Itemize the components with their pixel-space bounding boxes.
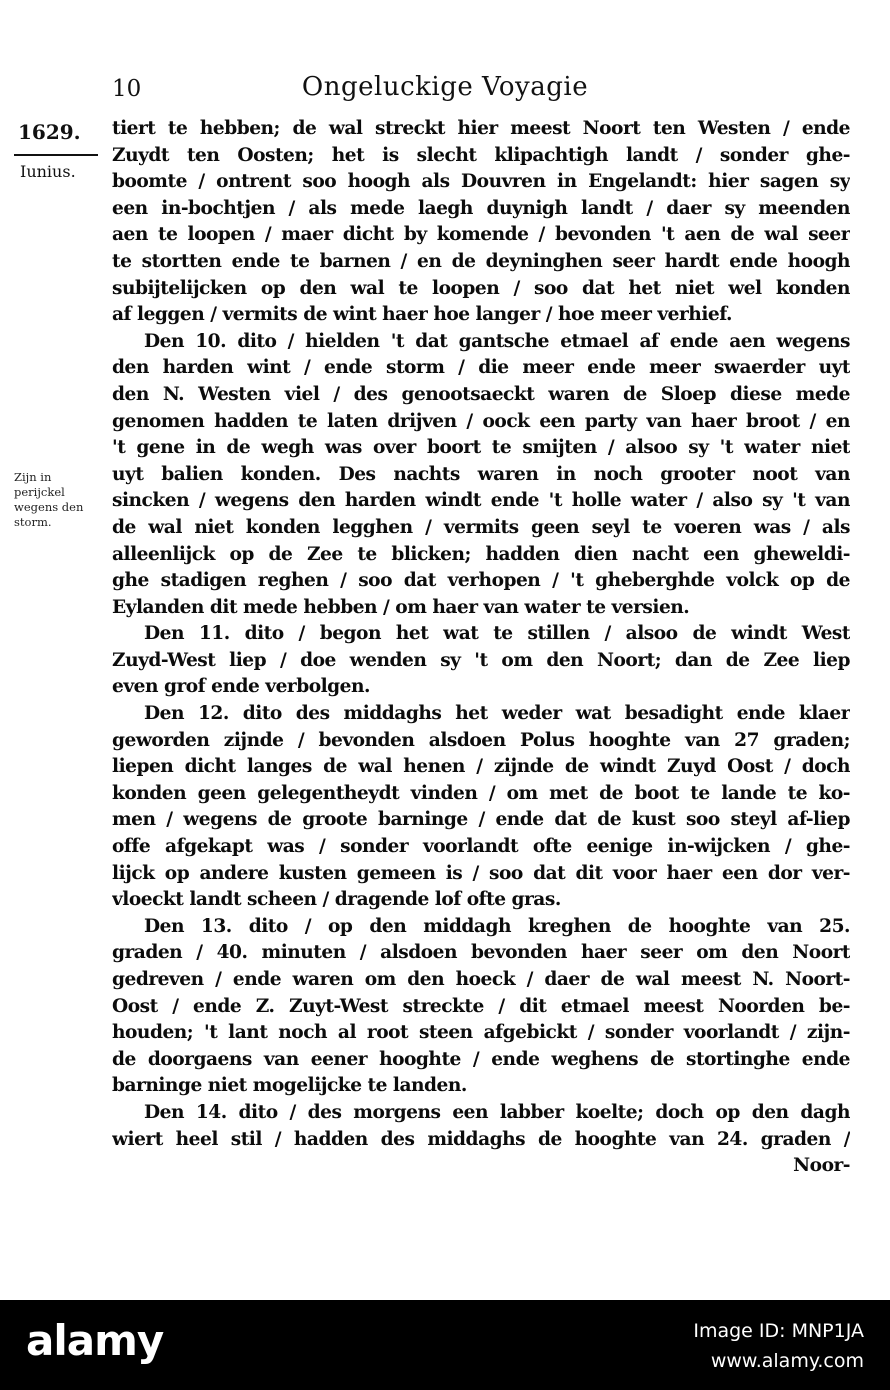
text-line: den N. Westen viel / des genootsaeckt waren de Sloep diese mede: [112, 383, 850, 405]
text-line: men / wegens de groote barninge / ende dat de kust soo steyl af-liep: [112, 809, 850, 831]
text-line: alleenlijck op de Zee te blicken; hadden dien nacht een gheweldi-: [112, 543, 850, 565]
text-line: een in-bochtjen / als mede laegh duynigh landt / daer sy meenden: [112, 197, 850, 219]
text-line: Den 13. dito / op den middagh kreghen de hooghte van 25.: [144, 915, 850, 937]
text-line: Eylanden dit mede hebben / om haer van water te versien.: [112, 596, 690, 618]
text-line: de doorgaens van eener hooghte / ende weghens de stortinghe ende: [112, 1048, 850, 1070]
text-line: graden / 40. minuten / alsdoen bevonden haer seer om den Noort: [112, 942, 850, 964]
text-line: ghe stadigen reghen / soo dat verhopen / 't gheberghde volck op de: [112, 570, 850, 592]
text-line: gedreven / ende waren om den hoeck / daer de wal meest N. Noort-: [112, 969, 850, 990]
text-line: barninge niet mogelijcke te landen.: [112, 1075, 467, 1097]
text-line: Noor-: [793, 1155, 850, 1177]
text-line: sincken / wegens den harden windt ende 't holle water / also sy 't van: [112, 490, 850, 512]
text-line: Den 10. dito / hielden 't dat gantsche etmael af ende aen wegens: [144, 330, 850, 352]
text-line: Den 14. dito / des morgens een labber koelte; doch op den dagh: [144, 1101, 850, 1123]
text-line: vloeckt landt scheen / dragende lof ofte gras.: [112, 889, 561, 911]
text-line: 't gene in de wegh was over boort te smijten / alsoo sy 't water niet: [112, 437, 850, 459]
text-line: subijtelijcken op den wal te loopen / soo dat het niet wel konden: [112, 277, 850, 299]
text-line: af leggen / vermits de wint haer hoe langer / hoe meer verhief.: [112, 304, 733, 326]
page-number: 10: [112, 76, 142, 102]
margin-rule: [14, 154, 98, 156]
text-line: Oost / ende Z. Zuyt-West streckte / dit etmael meest Noorden be-: [112, 995, 850, 1017]
margin-note: Zijn in perijckel wegens den storm.: [14, 470, 84, 529]
text-line: even grof ende verbolgen.: [112, 676, 370, 698]
brand-logo: alamy: [26, 1316, 164, 1365]
text-line: wiert heel stil / hadden des middaghs de hooghte van 24. graden /: [112, 1128, 850, 1150]
text-line: lijck op andere kusten gemeen is / soo dat dit voor haer een dor ver-: [112, 862, 850, 884]
margin-year: 1629.: [18, 120, 81, 144]
text-line: Zuyd-West liep / doe wenden sy 't om den Noort; dan de Zee liep: [112, 649, 850, 671]
text-line: te stortten ende te barnen / en de deyninghen seer hardt ende hoogh: [112, 250, 850, 272]
text-line: konden geen gelegentheydt vinden / om met de boot te lande te ko-: [112, 782, 850, 804]
text-line: Den 12. dito des middaghs het weder wat besadight ende klaer: [144, 703, 850, 725]
text-line: Zuydt ten Oosten; het is slecht klipachtigh landt / sonder ghe-: [112, 144, 850, 166]
image-id: Image ID: MNP1JA: [693, 1320, 864, 1342]
text-line: tiert te hebben; de wal streckt hier meest Noort ten Westen / ende: [112, 118, 850, 139]
text-line: den harden wint / ende storm / die meer ende meer swaerder uyt: [112, 357, 850, 379]
text-line: geworden zijnde / bevonden alsdoen Polus hooghte van 27 graden;: [112, 729, 850, 751]
text-line: aen te loopen / maer dicht by komende / bevonden 't aen de wal seer: [112, 224, 850, 246]
body-text: [112, 116, 850, 1180]
text-line: houden; 't lant noch al root steen afgebickt / sonder voorlandt / zijn-: [112, 1022, 850, 1044]
text-line: boomte / ontrent soo hoogh als Douvren in Engelandt: hier sagen sy: [112, 171, 850, 193]
text-line: liepen dicht langes de wal henen / zijnde de windt Zuyd Oost / doch: [112, 756, 850, 778]
text-line: offe afgekapt was / sonder voorlandt ofte eenige in-wijcken / ghe-: [112, 836, 850, 858]
text-line: Den 11. dito / begon het wat te stillen / alsoo de windt West: [144, 623, 850, 645]
text-line: genomen hadden te laten drijven / oock een party van haer broot / en: [112, 410, 850, 432]
text-line: uyt balien konden. Des nachts waren in noch grooter noot van: [112, 463, 850, 485]
text-line: de wal niet konden legghen / vermits geen seyl te voeren was / als: [112, 516, 850, 538]
watermark-footer: [0, 1300, 890, 1390]
running-title: Ongeluckige Voyagie: [301, 72, 589, 102]
site-url: www.alamy.com: [710, 1350, 864, 1372]
margin-month: Iunius.: [20, 162, 76, 181]
